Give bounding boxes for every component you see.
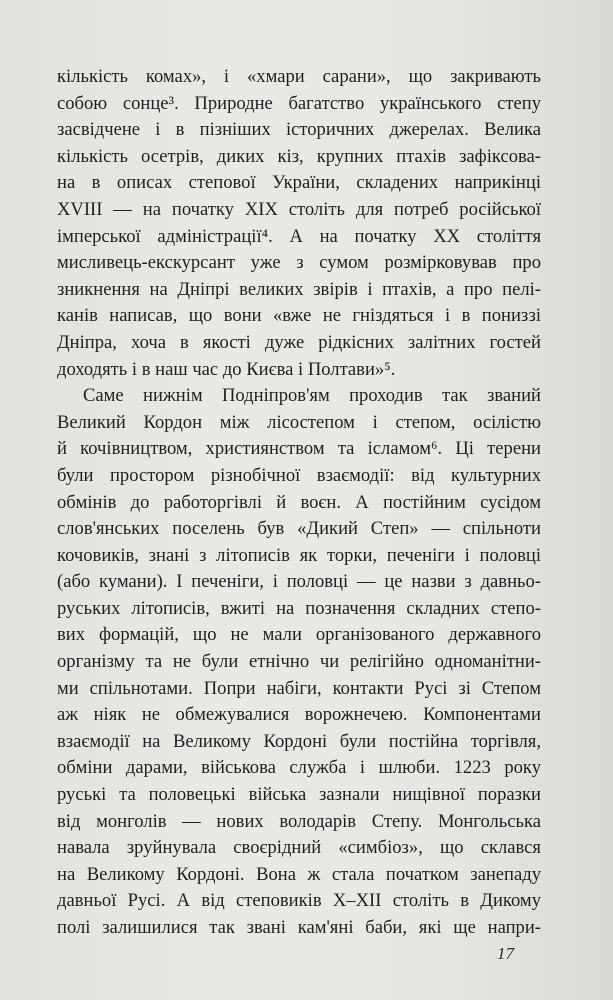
text-line: Дніпра, хоча в якості дуже рідкісних залітних гостей xyxy=(57,331,541,353)
text-line: XVIII — на початку XIX століть для потреб російської xyxy=(57,198,541,220)
text-line: Саме нижнім Подніпров'ям проходив так званий xyxy=(83,385,541,407)
text-line: навала зруйнувала своєрідний «симбіоз», що склався xyxy=(57,837,541,859)
text-line: полі залишилися так звані кам'яні баби, які ще напри- xyxy=(57,917,541,938)
text-line: на в описах степової України, складених наприкінці xyxy=(57,172,541,194)
text-line: доходять і в наш час до Києва і Полтави»⁵. xyxy=(57,358,396,380)
text-line: собою сонце³. Природне багатство українського степу xyxy=(57,92,541,114)
text-line: засвідчене і в пізніших історичних джерелах. Велика xyxy=(57,119,541,141)
text-line: були простором різнобічної взаємодії: від культурних xyxy=(57,464,541,486)
text-line: вих формацій, що не мали організованого державного xyxy=(57,624,541,646)
text-line: руські та половецькі війська зазнали нищівної поразки xyxy=(57,784,541,806)
text-line: канів написав, що вони «вже не гніздяться і в пониззі xyxy=(57,305,541,327)
text-line: давньої Русі. А від степовиків X–XII століть в Дикому xyxy=(57,890,541,912)
text-line: обміни дарами, військова служба і шлюби. 1223 року xyxy=(57,757,541,779)
text-line: на Великому Кордоні. Вона ж стала початком занепаду xyxy=(57,863,541,885)
text-line: руських літописів, вжиті на позначення складних степо- xyxy=(57,597,541,619)
text-line: кочовиків, знані з літописів як торки, печеніги і половці xyxy=(57,544,541,566)
text-line: від монголів — нових володарів Степу. Монгольська xyxy=(57,810,541,832)
text-line: мисливець-екскурсант уже з сумом розмірковував про xyxy=(57,252,541,274)
text-line: зникнення на Дніпрі великих звірів і птахів, а про пелі- xyxy=(57,278,541,300)
text-line: імперської адміністрації⁴. А на початку XX століття xyxy=(57,225,541,247)
text-line: взаємодії на Великому Кордоні були постійна торгівля, xyxy=(57,730,541,752)
text-line: аж ніяк не обмежувалися ворожнечею. Компонентами xyxy=(57,704,541,726)
text-line: (або кумани). І печеніги, і половці — це назви з давньо- xyxy=(57,571,541,593)
text-line: Великий Кордон між лісостепом і степом, осілістю xyxy=(57,411,541,433)
text-line: обмінів до работоргівлі й воєн. А постійним сусідом xyxy=(57,491,541,513)
text-line: й кочівництвом, християнством та ісламом⁶. Ці терени xyxy=(57,438,541,460)
text-line: ми спільнотами. Попри набіги, контакти Русі зі Степом xyxy=(57,677,541,699)
text-line: кількість осетрів, диких кіз, крупних птахів зафіксова- xyxy=(57,145,541,167)
text-line: організму та не були етнічно чи релігійно одноманітни- xyxy=(57,651,541,673)
body-text xyxy=(57,64,541,942)
page-number: 17 xyxy=(497,944,514,963)
text-line: кількість комах», і «хмари сарани», що закривають xyxy=(57,66,541,87)
text-line: слов'янських поселень був «Дикий Степ» — спільноти xyxy=(57,518,541,540)
